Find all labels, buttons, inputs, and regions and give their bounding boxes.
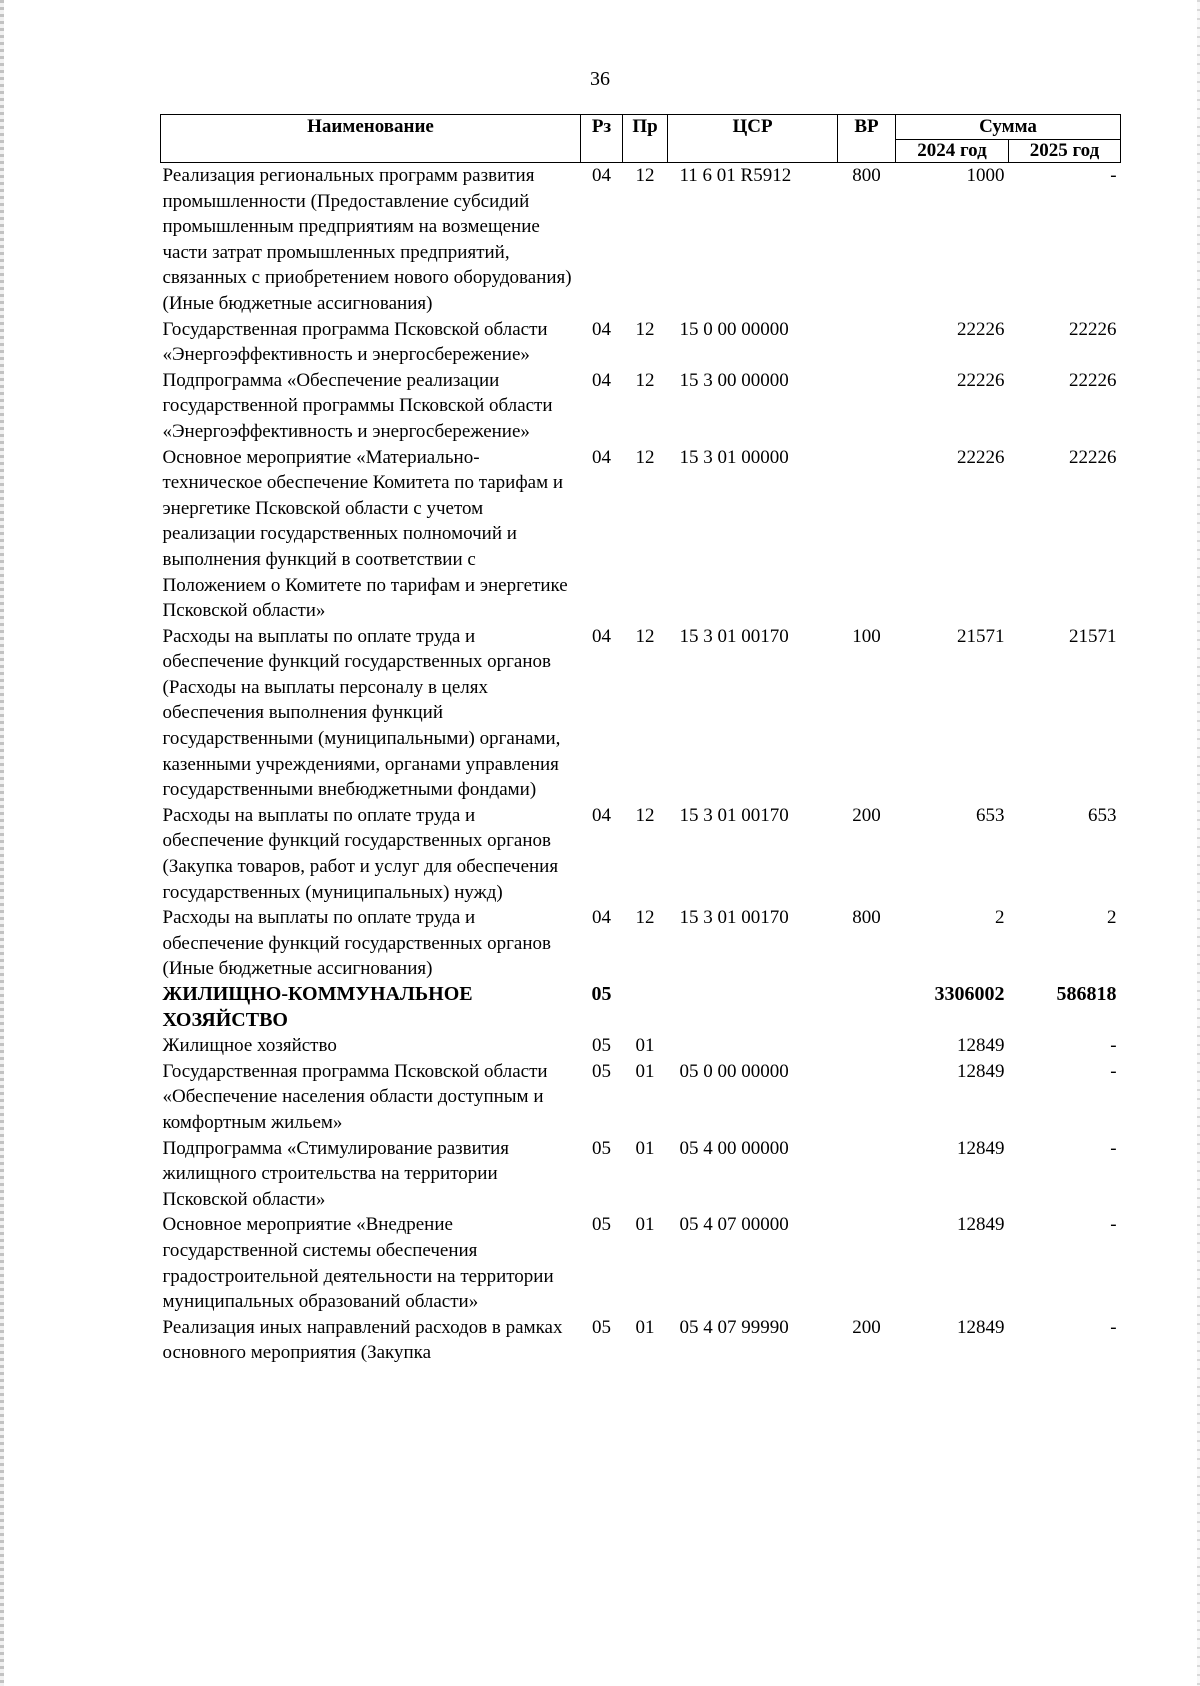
row-name: Расходы на выплаты по оплате труда и обеспечение функций государственных органов (Иные бюджетные ассигнования): [162, 907, 552, 980]
page-number: 36: [590, 68, 610, 90]
row-vr: 800: [852, 165, 881, 186]
row-sum-2024: 12849: [957, 1137, 1005, 1159]
row-name: Основное мероприятие «Внедрение государственной системы обеспечения градостроительной деятельности на территории муниципальных образований области»: [162, 1214, 554, 1313]
row-rz: 05: [592, 1035, 611, 1057]
row-sum-2024: 653: [976, 804, 1005, 826]
row-sum-2025: -: [1110, 1214, 1117, 1236]
table-row: [161, 905, 1121, 982]
row-sum-2025: -: [1110, 1316, 1117, 1338]
row-sum-2024: 12849: [957, 1035, 1005, 1057]
budget-table: [160, 114, 1121, 1366]
row-vr: [838, 982, 896, 1033]
row-name: Государственная программа Псковской области «Энергоэффективность и энергосбережение»: [162, 318, 548, 366]
row-pr: 12: [635, 446, 655, 468]
row-vr: 800: [852, 907, 881, 929]
table-row: [161, 1212, 1121, 1314]
header-vr: ВР: [838, 115, 896, 140]
row-vr: [838, 1033, 896, 1059]
row-sum-2024: 1000: [966, 165, 1005, 186]
table-row: [161, 803, 1121, 905]
row-name: Основное мероприятие «Материально-техническое обеспечение Комитета по тарифам и энергетике Псковской области с учетом реализации государственных полномочий и выполнения функций в соответствии с Положением о Комитете по тарифам и энергетике Псковской области»: [162, 446, 568, 622]
row-sum-2024: 3306002: [934, 983, 1005, 1005]
row-rz: 04: [592, 907, 611, 929]
row-csr: 05 0 00 00000: [679, 1060, 789, 1082]
row-csr: 05 4 07 99990: [679, 1316, 789, 1338]
row-sum-2024: 2: [995, 907, 1005, 929]
table-row: [161, 368, 1121, 445]
row-csr: [668, 982, 838, 1033]
row-sum-2024: 22226: [957, 318, 1005, 340]
row-csr: 05 4 07 00000: [679, 1214, 789, 1236]
header-name: Наименование: [161, 115, 581, 140]
row-vr: [838, 445, 896, 624]
row-csr: 15 3 01 00000: [679, 446, 789, 468]
row-vr: [838, 1136, 896, 1213]
header-sum: Сумма: [896, 115, 1121, 140]
row-pr: 12: [635, 318, 655, 340]
row-name: Государственная программа Псковской области «Обеспечение населения области доступным и комфортным жильем»: [162, 1060, 548, 1133]
row-csr: 15 3 01 00170: [679, 804, 789, 826]
table-row: [161, 317, 1121, 368]
row-vr: 200: [852, 1316, 881, 1338]
row-sum-2024: 22226: [957, 369, 1005, 391]
section-name: ЖИЛИЩНО-КОММУНАЛЬНОЕ ХОЗЯЙСТВО: [162, 983, 473, 1031]
header-vr-cont: [838, 140, 896, 163]
row-pr: 01: [635, 1214, 655, 1236]
row-pr: 01: [635, 1060, 655, 1082]
row-pr: 12: [635, 907, 655, 929]
budget-table-container: [160, 114, 1120, 1366]
row-pr: 12: [635, 165, 655, 186]
row-name: Расходы на выплаты по оплате труда и обеспечение функций государственных органов (Закупка товаров, работ и услуг для обеспечения государственных (муниципальных) нужд): [162, 804, 559, 903]
row-csr: 15 3 00 00000: [679, 369, 789, 391]
row-name: Реализация региональных программ развития промышленности (Предоставление субсидий промышленным предприятиям на возмещение части затрат промышленных предприятий, связанных с приобретением нового оборудования) (Иные бюджетные ассигнования): [162, 165, 572, 314]
row-sum-2025: 22226: [1069, 446, 1117, 468]
row-rz: 05: [592, 1060, 611, 1082]
header-pr: Пр: [623, 115, 668, 140]
row-rz: 04: [592, 369, 611, 391]
header-year-2024: 2024 год: [896, 140, 1009, 163]
row-rz: 04: [592, 804, 611, 826]
row-rz: 04: [592, 165, 611, 186]
header-rz: Рз: [581, 115, 623, 140]
row-name: Расходы на выплаты по оплате труда и обеспечение функций государственных органов (Расходы на выплаты персоналу в целях обеспечения выполнения функций государственными (муниципальными) органами, казенными учреждениями, органами управления государственными внебюджетными фондами): [162, 625, 561, 801]
row-vr: 100: [852, 625, 881, 647]
table-row-section: [161, 982, 1121, 1033]
row-vr: [838, 1212, 896, 1314]
row-rz: 05: [592, 1137, 611, 1159]
row-sum-2024: 12849: [957, 1060, 1005, 1082]
row-sum-2025: 653: [1088, 804, 1117, 826]
row-csr: [668, 1033, 838, 1059]
row-rz: 04: [592, 446, 611, 468]
row-pr: 12: [635, 369, 655, 391]
row-sum-2025: 22226: [1069, 318, 1117, 340]
row-sum-2024: 12849: [957, 1316, 1005, 1338]
row-sum-2025: -: [1110, 1137, 1117, 1159]
row-pr: [623, 982, 668, 1033]
row-sum-2024: 12849: [957, 1214, 1005, 1236]
row-vr: 200: [852, 804, 881, 826]
row-sum-2025: 586818: [1056, 983, 1117, 1005]
row-vr: [838, 368, 896, 445]
header-name-cont: [161, 140, 581, 163]
row-pr: 12: [635, 625, 655, 647]
header-csr-cont: [668, 140, 838, 163]
table-row: [161, 163, 1121, 317]
table-row: [161, 445, 1121, 624]
table-row: [161, 1136, 1121, 1213]
header-csr: ЦСР: [668, 115, 838, 140]
row-pr: 01: [635, 1035, 655, 1057]
row-rz: 05: [591, 983, 612, 1005]
row-sum-2024: 22226: [957, 446, 1005, 468]
table-row: [161, 1059, 1121, 1136]
row-pr: 01: [635, 1137, 655, 1159]
scan-edge-left: [0, 0, 4, 1686]
row-sum-2025: -: [1110, 1035, 1117, 1057]
row-vr: [838, 1059, 896, 1136]
row-name: Подпрограмма «Стимулирование развития жилищного строительства на территории Псковской области»: [162, 1137, 510, 1210]
row-sum-2024: 21571: [957, 625, 1005, 647]
row-sum-2025: 22226: [1069, 369, 1117, 391]
row-rz: 04: [592, 318, 611, 340]
row-pr: 01: [635, 1316, 655, 1338]
row-name: Подпрограмма «Обеспечение реализации государственной программы Псковской области «Энергоэффективность и энергосбережение»: [162, 369, 553, 442]
row-sum-2025: -: [1110, 165, 1117, 186]
row-rz: 04: [592, 625, 611, 647]
row-csr: 15 3 01 00170: [679, 907, 789, 929]
row-rz: 05: [592, 1316, 611, 1338]
row-name: Жилищное хозяйство: [162, 1035, 337, 1057]
row-csr: 15 3 01 00170: [679, 625, 789, 647]
table-row: [161, 1315, 1121, 1366]
row-rz: 05: [592, 1214, 611, 1236]
header-rz-cont: [581, 140, 623, 163]
header-year-2025: 2025 год: [1009, 140, 1121, 163]
row-sum-2025: 2: [1107, 907, 1117, 929]
row-sum-2025: 21571: [1069, 625, 1117, 647]
table-row: [161, 1033, 1121, 1059]
row-name: Реализация иных направлений расходов в рамках основного мероприятия (Закупка: [162, 1316, 563, 1364]
row-csr: 11 6 01 R5912: [679, 165, 792, 186]
header-pr-cont: [623, 140, 668, 163]
row-sum-2025: -: [1110, 1060, 1117, 1082]
row-csr: 15 0 00 00000: [679, 318, 789, 340]
table-row: [161, 624, 1121, 803]
row-vr: [838, 317, 896, 368]
row-pr: 12: [635, 804, 655, 826]
row-csr: 05 4 00 00000: [679, 1137, 789, 1159]
